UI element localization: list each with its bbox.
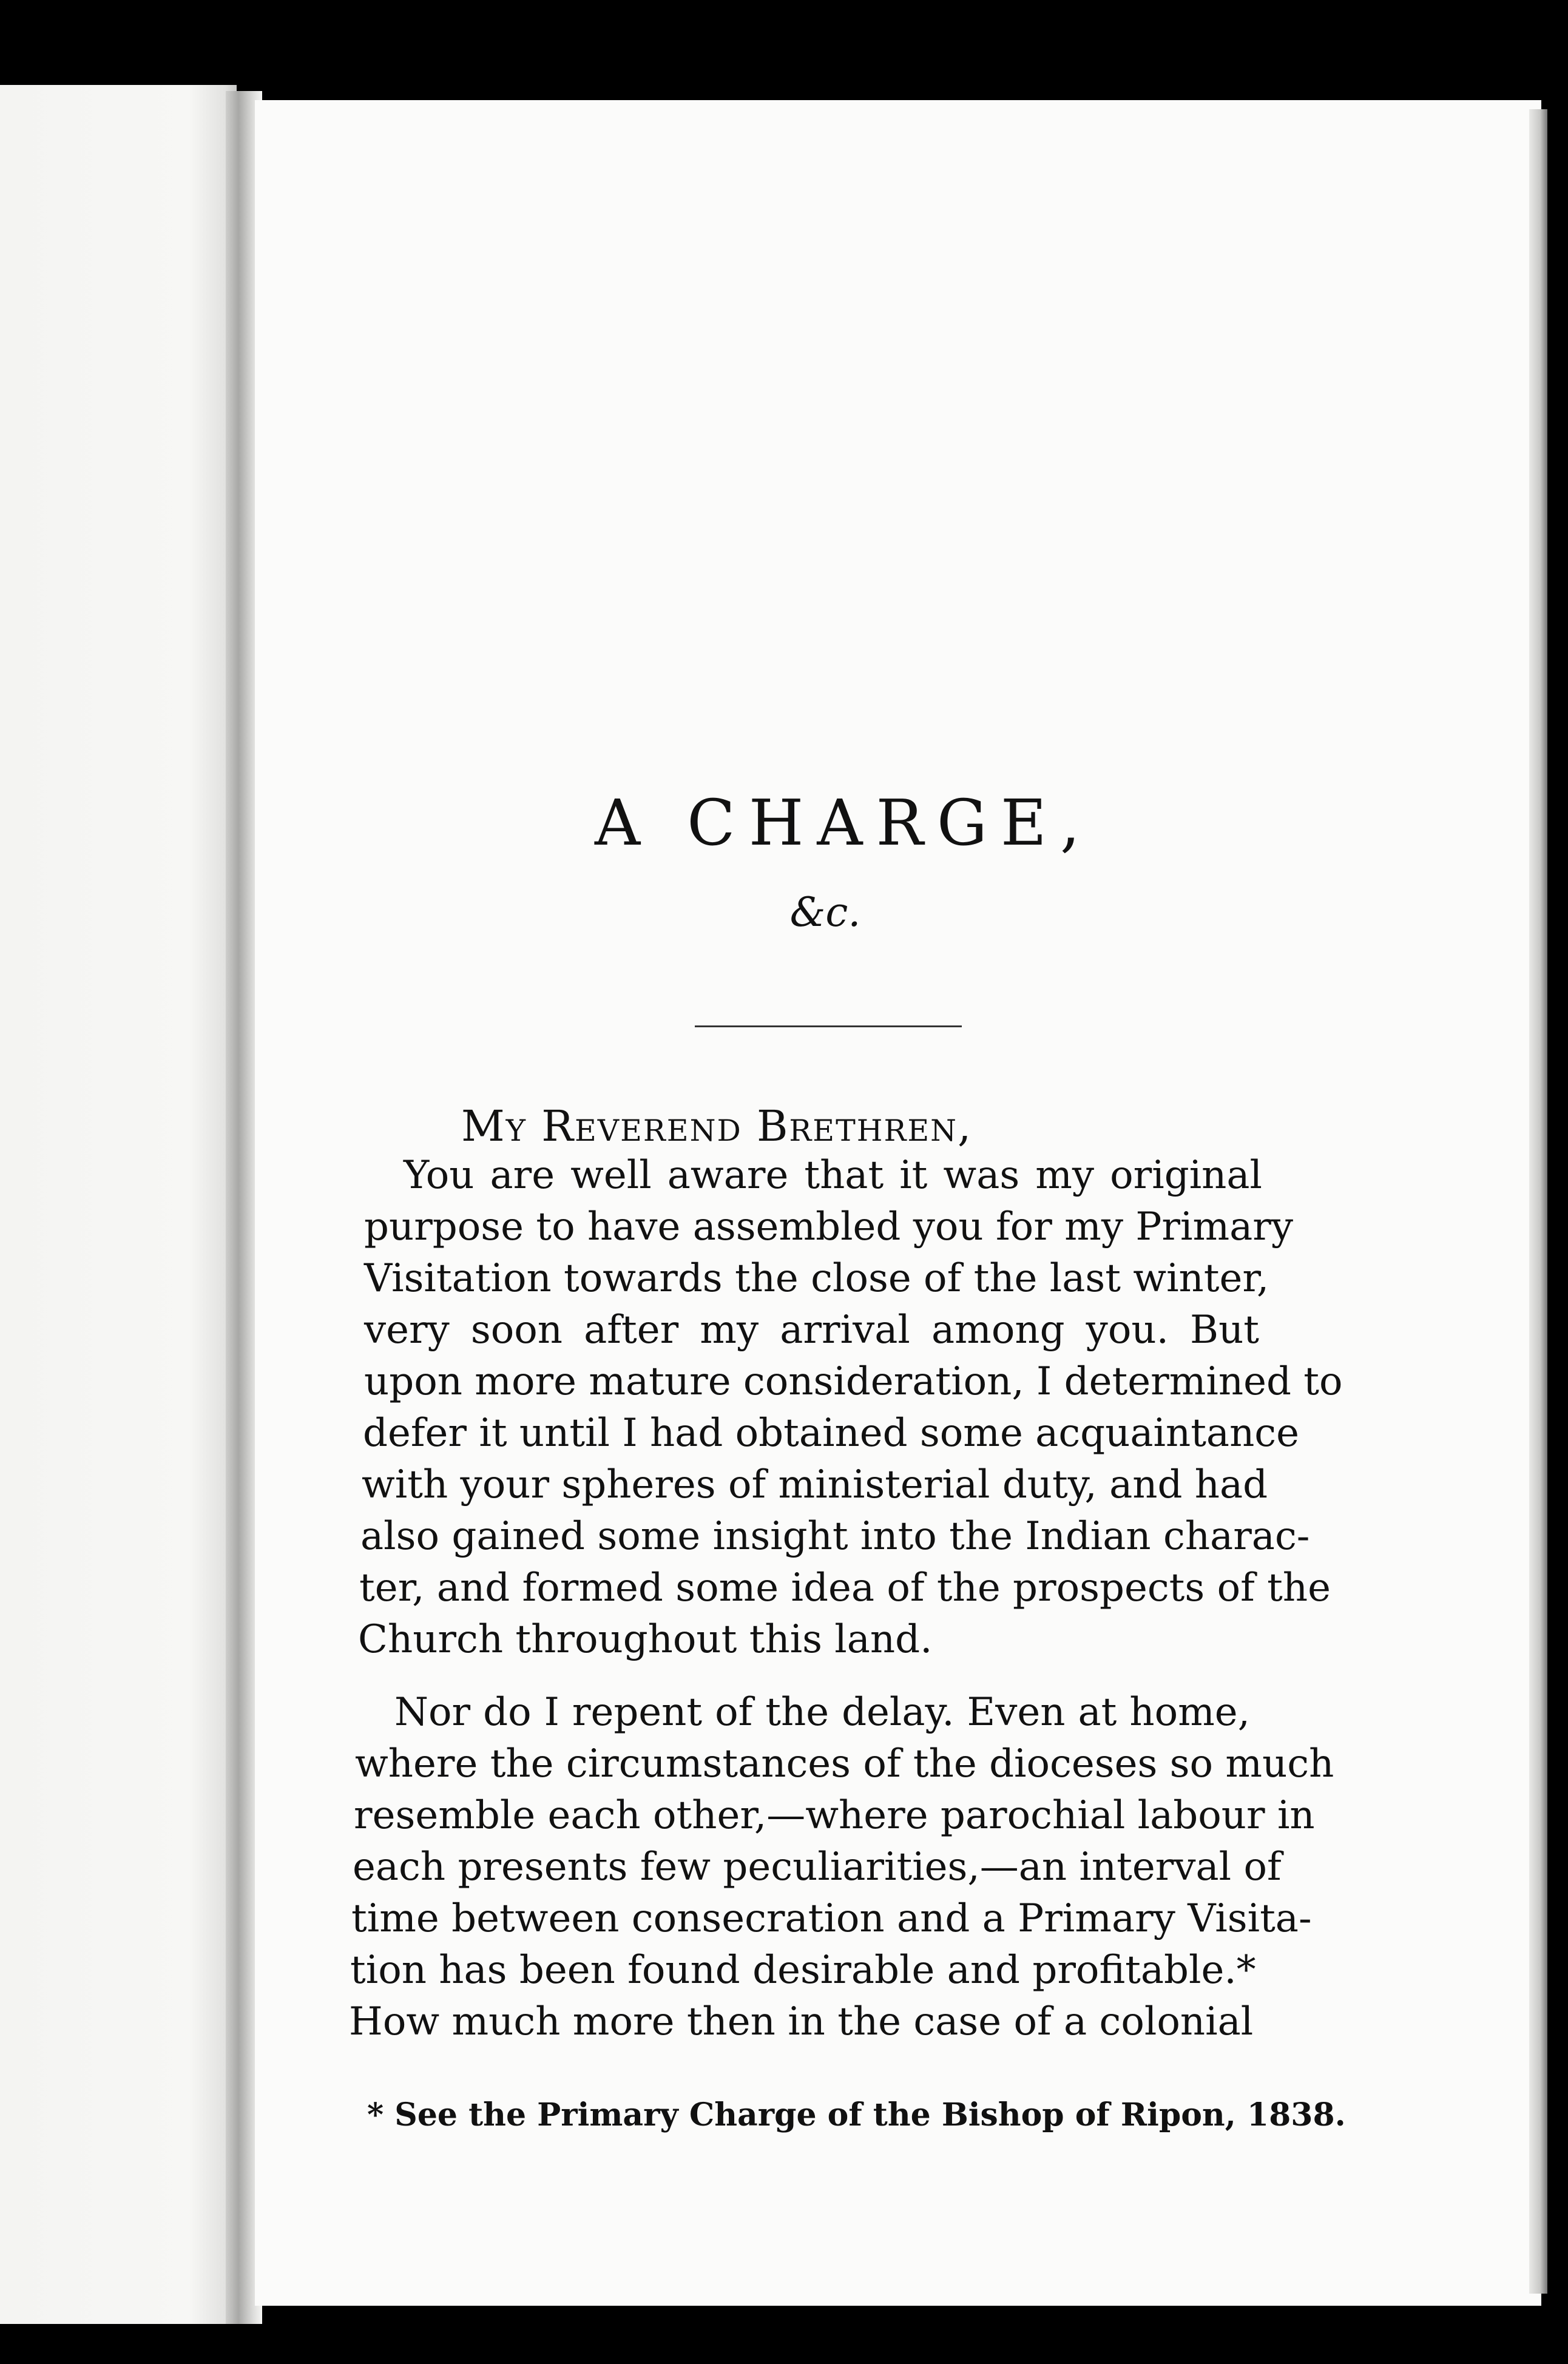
paragraph-2-line: each presents few peculiarities,—an interval of — [353, 1845, 1282, 1890]
paragraph-1-line: Church throughout this land. — [358, 1617, 933, 1662]
salutation: My Reverend Brethren, — [461, 1101, 973, 1151]
left-facing-page — [0, 85, 237, 2324]
page-heading: A CHARGE, — [595, 786, 1093, 860]
paragraph-1-line: You are well aware that it was my original — [404, 1153, 1262, 1198]
paragraph-1-line: defer it until I had obtained some acquaintance — [363, 1411, 1299, 1456]
footnote: * See the Primary Charge of the Bishop of Ripon, 1838. — [367, 2096, 1346, 2133]
paragraph-1-line: purpose to have assembled you for my Primary — [364, 1204, 1294, 1249]
paragraph-1-line: also gained some insight into the Indian charac- — [360, 1514, 1310, 1559]
paragraph-2-line: How much more then in the case of a colonial — [349, 1999, 1254, 2044]
paragraph-2-line: where the circumstances of the dioceses so much — [355, 1741, 1334, 1786]
paragraph-1-line: very soon after my arrival among you. But — [364, 1308, 1259, 1353]
page-edge — [1529, 109, 1547, 2294]
paragraph-2-line: time between consecration and a Primary Visita- — [351, 1896, 1312, 1941]
heading-rule — [695, 1025, 962, 1027]
paragraph-1-line: ter, and formed some idea of the prospects of the — [359, 1565, 1331, 1610]
paragraph-1-line: with your spheres of ministerial duty, and had — [362, 1462, 1268, 1507]
paragraph-1-line: upon more mature consideration, I determined to — [364, 1359, 1343, 1404]
paragraph-1-line: Visitation towards the close of the last winter, — [364, 1256, 1269, 1301]
page-subheading: &c. — [789, 889, 861, 936]
paragraph-2-line: resemble each other,—where parochial labour in — [354, 1793, 1315, 1838]
paragraph-2-line: tion has been found desirable and profitable.* — [350, 1948, 1256, 1993]
paragraph-2-line: Nor do I repent of the delay. Even at home, — [394, 1690, 1250, 1735]
